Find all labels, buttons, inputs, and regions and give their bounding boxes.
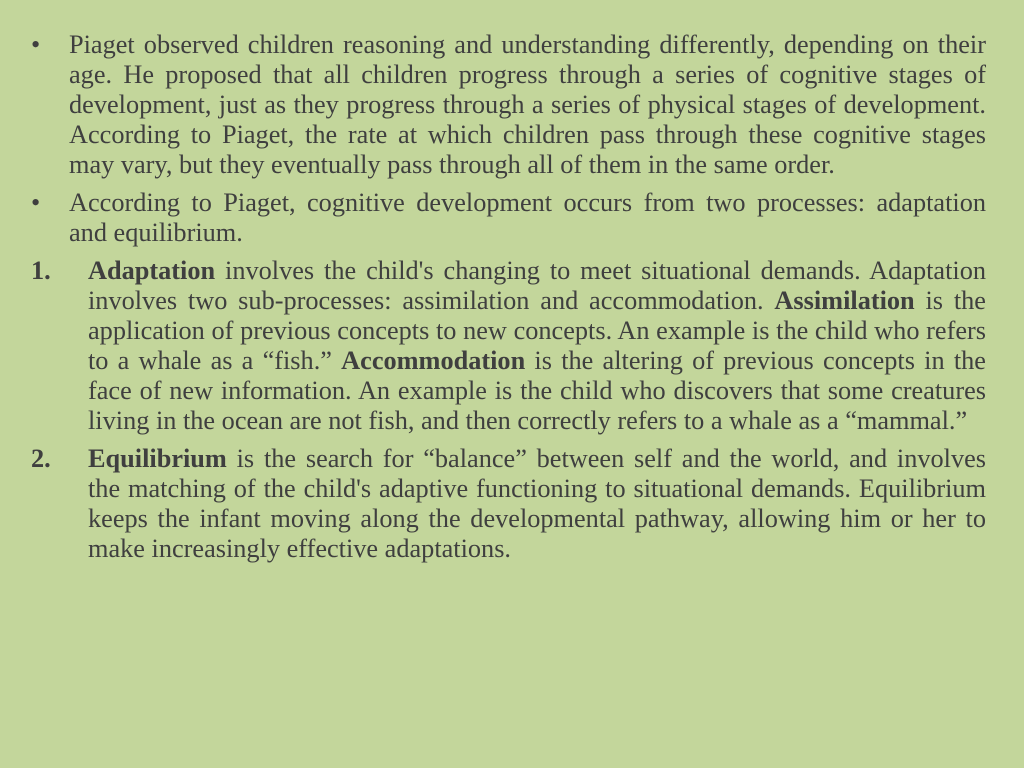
number-marker: 2.	[31, 444, 51, 473]
number-marker: 1.	[31, 256, 51, 285]
numbered-item-adaptation	[28, 256, 986, 436]
bullet-text: Piaget observed children reasoning and understanding differently, depending on their age. He proposed that all children progress through a series of cognitive stages of development, just as they progress through a series of physical stages of development. According to Piaget, the rate at which children pass through these cognitive stages may vary, but they eventually pass through all of them in the same order.	[69, 30, 986, 179]
bullet-item-two-processes	[28, 188, 986, 248]
paragraph-text: is the search for “balance” between self and the world, and involves the matching of the child's adaptive functioning to situational demands. Equilibrium keeps the infant moving along the developmental pathway, allowing him or her to make increasingly effective adaptations.	[88, 444, 986, 563]
bullet-item-piaget-stages	[28, 30, 986, 180]
numbered-item-equilibrium	[28, 444, 986, 564]
adaptation-paragraph	[88, 256, 986, 436]
equilibrium-paragraph	[88, 444, 986, 564]
bullet-marker: •	[31, 30, 41, 59]
term-adaptation: Adaptation	[88, 256, 216, 285]
paragraph-text: is the altering of previous concepts in the face of new information. An example is the child who discovers that some creatures living in the ocean are not fish, and then correctly refers to a whale as a “mammal.”	[88, 346, 986, 435]
bullet-text: According to Piaget, cognitive development occurs from two processes: adaptation and equilibrium.	[69, 188, 986, 247]
paragraph-text: is the application of previous concepts to new concepts. An example is the child who refers to a whale as a “fish.”	[88, 286, 986, 375]
term-accommodation: Accommodation	[341, 346, 526, 375]
term-equilibrium: Equilibrium	[88, 444, 227, 473]
term-assimilation: Assimilation	[774, 286, 915, 315]
bullet-marker: •	[31, 188, 41, 217]
paragraph-text: involves the child's changing to meet situational demands. Adaptation involves two sub-processes: assimilation and accommodation.	[88, 256, 986, 315]
